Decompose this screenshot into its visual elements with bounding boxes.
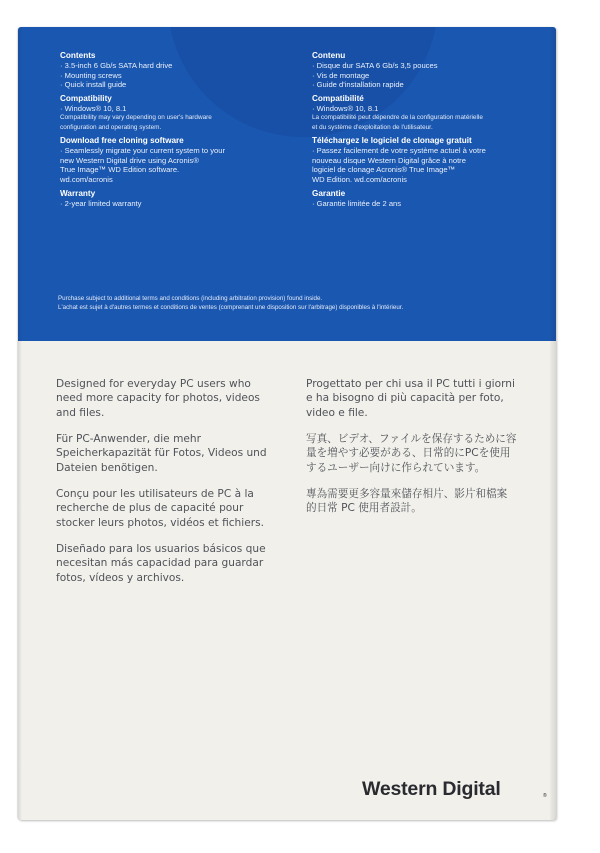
cloning-line: nouveau disque Western Digital grâce à notre xyxy=(312,155,466,165)
compatibility-item: · Windows® 10, 8.1 xyxy=(60,103,127,113)
warranty-item: · 2-year limited warranty xyxy=(60,198,142,208)
contents-heading: Contenu xyxy=(312,51,346,60)
cloning-heading: Téléchargez le logiciel de clonage gratuit xyxy=(312,136,472,146)
compatibility-note: configuration and operating system. xyxy=(60,123,162,131)
description-spanish: Diseñado para los usuarios básicos que necesitan más capacidad para guardar fotos, vídeos y archivos. xyxy=(56,543,266,584)
cloning-line: new Western Digital drive using Acronis® xyxy=(60,155,199,165)
box-edge-shadow xyxy=(550,27,556,820)
description-english: Designed for everyday PC users who need more capacity for photos, videos and files. xyxy=(56,378,260,419)
legal-line-fr: L'achat est sujet à d'autres termes et conditions de ventes (comprenant une disposition sur l'arbitrage) disponibles à l'intérieur. xyxy=(58,303,404,311)
description-japanese: 写真、ビデオ、ファイルを保存するために容 量を増やす必要がある、日常的にPCを使用 するユーザー向けに作られています。 xyxy=(306,433,517,474)
warranty-item: · Garantie limitée de 2 ans xyxy=(312,198,402,208)
western-digital-logo: Western Digital xyxy=(362,778,501,800)
specs-english xyxy=(60,51,300,208)
cloning-line: · Passez facilement de votre système actuel à votre xyxy=(312,146,486,156)
warranty-heading: Garantie xyxy=(312,188,346,198)
description-chinese: 專為需要更多容量來儲存相片、影片和檔案 的日常 PC 使用者設計。 xyxy=(306,488,508,515)
cloning-line: logiciel de clonage Acronis® True Image™ xyxy=(312,165,456,175)
compatibility-note: Compatibility may vary depending on user's hardware xyxy=(60,114,212,122)
warranty-heading: Warranty xyxy=(60,188,96,198)
cloning-line: WD Edition. wd.com/acronis xyxy=(312,174,407,184)
description-german: Für PC-Anwender, die mehr Speicherkapazität für Fotos, Videos und Dateien benötigen. xyxy=(56,433,267,474)
contents-item: · Disque dur SATA 6 Gb/s 3,5 pouces xyxy=(312,61,438,70)
description-italian: Progettato per chi usa il PC tutti i giorni e ha bisogno di più capacità per foto, video e file. xyxy=(306,378,515,419)
contents-item: · Quick install guide xyxy=(60,80,127,90)
compatibility-item: · Windows® 10, 8.1 xyxy=(312,103,379,113)
contents-heading: Contents xyxy=(60,51,96,60)
registered-mark: ® xyxy=(543,793,547,799)
legal-line-en: Purchase subject to additional terms and conditions (including arbitration provision) found inside. xyxy=(58,295,323,302)
compatibility-heading: Compatibilité xyxy=(312,93,364,103)
compatibility-note: et du système d'exploitation de l'utilisateur. xyxy=(312,123,433,131)
compatibility-heading: Compatibility xyxy=(60,93,112,103)
contents-item: · Mounting screws xyxy=(60,70,122,80)
product-box-back xyxy=(18,27,556,820)
cloning-line: · Seamlessly migrate your current system to your xyxy=(60,146,226,156)
box-edge-shadow xyxy=(18,27,22,820)
description-french: Conçu pour les utilisateurs de PC à la recherche de plus de capacité pour stocker leurs photos, vidéos et fichiers. xyxy=(56,488,264,529)
cloning-url: wd.com/acronis xyxy=(60,174,113,184)
cloning-heading: Download free cloning software xyxy=(60,136,184,146)
cloning-line: True Image™ WD Edition software. xyxy=(60,165,180,175)
specs-french xyxy=(312,51,550,208)
legal-notice xyxy=(58,295,538,312)
blue-spec-panel xyxy=(18,27,556,341)
contents-item: · 3.5-inch 6 Gb/s SATA hard drive xyxy=(60,61,173,70)
contents-item: · Guide d'installation rapide xyxy=(312,80,404,90)
contents-item: · Vis de montage xyxy=(312,70,370,80)
compatibility-note: La compatibilité peut dépendre de la configuration matérielle xyxy=(312,114,483,122)
